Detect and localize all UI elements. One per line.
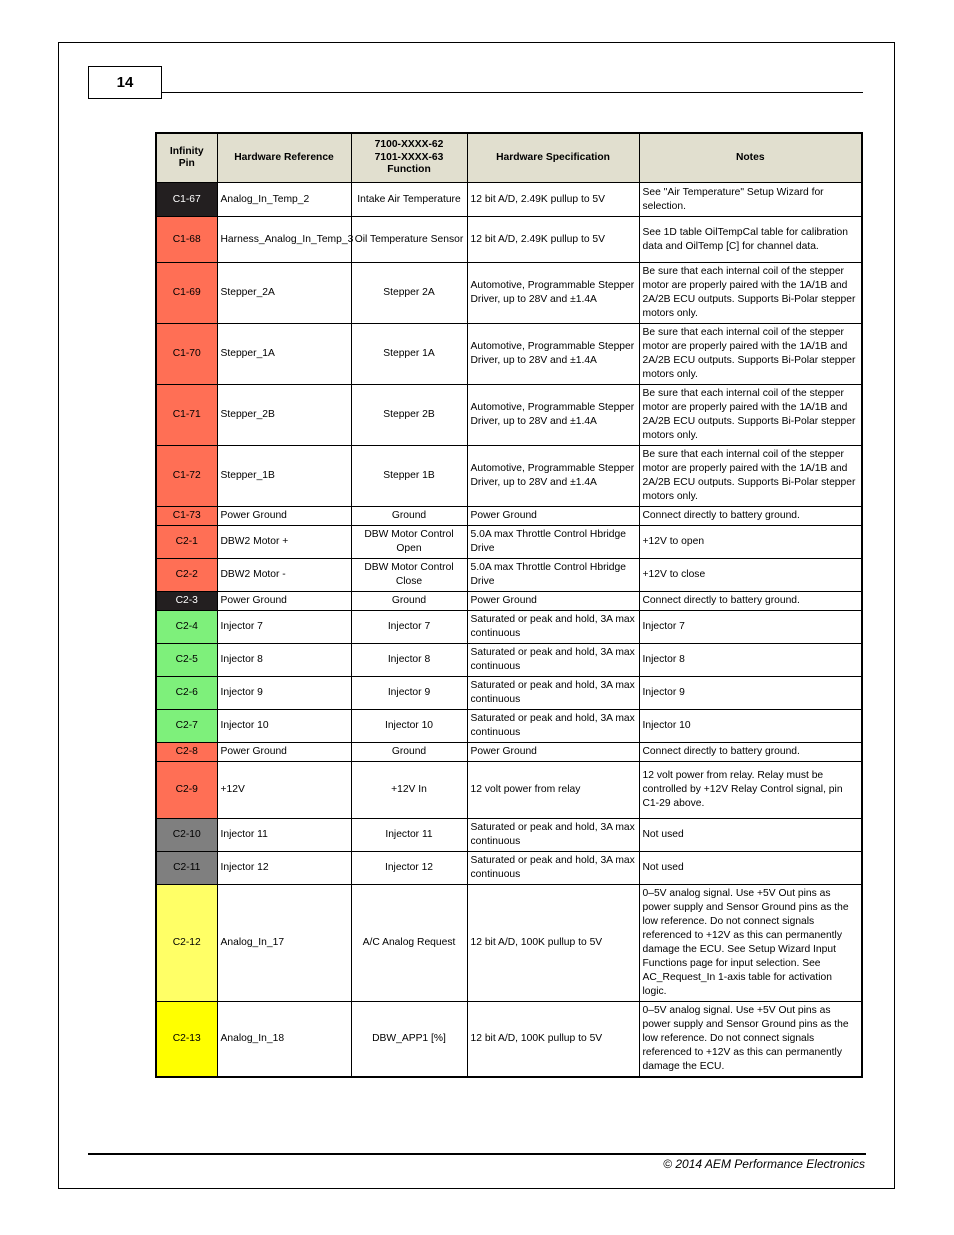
header-function-line2: 7101-XXXX-63	[374, 151, 444, 163]
notes-cell: Connect directly to battery ground.	[639, 507, 862, 526]
header-hardware-reference: Hardware Reference	[217, 133, 351, 183]
hardware-specification-cell: 12 bit A/D, 100K pullup to 5V	[467, 1002, 639, 1077]
header-infinity-pin	[156, 133, 217, 183]
table-row	[156, 762, 862, 819]
hardware-specification-cell: Saturated or peak and hold, 3A max continuous	[467, 819, 639, 852]
notes-cell: Not used	[639, 819, 862, 852]
pin-cell: C2-9	[156, 762, 217, 819]
hardware-reference-cell: Analog_In_17	[217, 885, 351, 1002]
notes-cell: Connect directly to battery ground.	[639, 592, 862, 611]
function-cell: Ground	[351, 743, 467, 762]
footer-rule	[88, 1153, 866, 1155]
hardware-specification-cell: 5.0A max Throttle Control Hbridge Drive	[467, 526, 639, 559]
hardware-reference-cell: Power Ground	[217, 507, 351, 526]
function-cell: DBW_APP1 [%]	[351, 1002, 467, 1077]
function-cell: Stepper 1A	[351, 324, 467, 385]
function-cell: Stepper 2B	[351, 385, 467, 446]
function-cell: DBW Motor Control Open	[351, 526, 467, 559]
pin-cell: C2-12	[156, 885, 217, 1002]
notes-cell: 12 volt power from relay. Relay must be controlled by +12V Relay Control signal, pin C1-29 above.	[639, 762, 862, 819]
hardware-specification-cell: 12 volt power from relay	[467, 762, 639, 819]
table-row	[156, 819, 862, 852]
hardware-reference-cell: Stepper_1A	[217, 324, 351, 385]
table-row	[156, 592, 862, 611]
table-row	[156, 324, 862, 385]
notes-cell: Be sure that each internal coil of the stepper motor are properly paired with the 1A/1B and 2A/2B ECU outputs. Supports Bi-Polar stepper motors only.	[639, 446, 862, 507]
hardware-specification-cell: Automotive, Programmable Stepper Driver, up to 28V and ±1.4A	[467, 324, 639, 385]
function-cell: Injector 8	[351, 644, 467, 677]
function-cell: Intake Air Temperature	[351, 183, 467, 217]
notes-cell: Injector 7	[639, 611, 862, 644]
pin-cell: C1-72	[156, 446, 217, 507]
table-row	[156, 263, 862, 324]
pin-cell: C2-3	[156, 592, 217, 611]
table-row	[156, 526, 862, 559]
pin-cell: C2-2	[156, 559, 217, 592]
function-cell: Injector 9	[351, 677, 467, 710]
notes-cell: Injector 8	[639, 644, 862, 677]
hardware-reference-cell: Stepper_2B	[217, 385, 351, 446]
function-cell: A/C Analog Request	[351, 885, 467, 1002]
pin-cell: C2-5	[156, 644, 217, 677]
hardware-reference-cell: Analog_In_Temp_2	[217, 183, 351, 217]
table-header-row	[156, 133, 862, 183]
function-cell: DBW Motor Control Close	[351, 559, 467, 592]
notes-cell: Injector 9	[639, 677, 862, 710]
pin-cell: C1-70	[156, 324, 217, 385]
pinout-table	[155, 132, 863, 1078]
pin-cell: C2-11	[156, 852, 217, 885]
function-cell: +12V In	[351, 762, 467, 819]
notes-cell: Not used	[639, 852, 862, 885]
hardware-specification-cell: 5.0A max Throttle Control Hbridge Drive	[467, 559, 639, 592]
hardware-reference-cell: Stepper_2A	[217, 263, 351, 324]
hardware-reference-cell: Stepper_1B	[217, 446, 351, 507]
table-row	[156, 743, 862, 762]
hardware-reference-cell: +12V	[217, 762, 351, 819]
hardware-specification-cell: 12 bit A/D, 2.49K pullup to 5V	[467, 183, 639, 217]
hardware-reference-cell: Injector 7	[217, 611, 351, 644]
table-row	[156, 559, 862, 592]
function-cell: Injector 12	[351, 852, 467, 885]
hardware-reference-cell: DBW2 Motor -	[217, 559, 351, 592]
pin-cell: C2-10	[156, 819, 217, 852]
header-function	[351, 133, 467, 183]
notes-cell: +12V to close	[639, 559, 862, 592]
hardware-specification-cell: Power Ground	[467, 743, 639, 762]
header-notes: Notes	[639, 133, 862, 183]
notes-cell: See "Air Temperature" Setup Wizard for selection.	[639, 183, 862, 217]
table-row	[156, 217, 862, 263]
hardware-specification-cell: Saturated or peak and hold, 3A max continuous	[467, 677, 639, 710]
hardware-specification-cell: Saturated or peak and hold, 3A max continuous	[467, 644, 639, 677]
hardware-reference-cell: Injector 11	[217, 819, 351, 852]
pin-cell: C2-1	[156, 526, 217, 559]
pin-cell: C2-13	[156, 1002, 217, 1077]
notes-cell: Connect directly to battery ground.	[639, 743, 862, 762]
notes-cell: +12V to open	[639, 526, 862, 559]
hardware-specification-cell: Saturated or peak and hold, 3A max continuous	[467, 611, 639, 644]
notes-cell: Be sure that each internal coil of the stepper motor are properly paired with the 1A/1B and 2A/2B ECU outputs. Supports Bi-Polar stepper motors only.	[639, 385, 862, 446]
pin-cell: C1-67	[156, 183, 217, 217]
hardware-reference-cell: Injector 8	[217, 644, 351, 677]
pin-cell: C1-71	[156, 385, 217, 446]
pin-cell: C1-73	[156, 507, 217, 526]
hardware-specification-cell: Saturated or peak and hold, 3A max continuous	[467, 852, 639, 885]
pin-cell: C1-69	[156, 263, 217, 324]
pin-cell: C2-4	[156, 611, 217, 644]
function-cell: Stepper 1B	[351, 446, 467, 507]
function-cell: Oil Temperature Sensor	[351, 217, 467, 263]
header-infinity-pin-line2: Pin	[178, 158, 195, 169]
pin-cell: C1-68	[156, 217, 217, 263]
table-row	[156, 446, 862, 507]
pin-cell: C2-8	[156, 743, 217, 762]
table-row	[156, 183, 862, 217]
function-cell: Injector 7	[351, 611, 467, 644]
hardware-specification-cell: Automotive, Programmable Stepper Driver, up to 28V and ±1.4A	[467, 263, 639, 324]
hardware-reference-cell: Injector 12	[217, 852, 351, 885]
header-function-line1: 7100-XXXX-62	[374, 139, 444, 151]
copyright-footer: © 2014 AEM Performance Electronics	[663, 1157, 865, 1171]
header-hardware-specification: Hardware Specification	[467, 133, 639, 183]
function-cell: Stepper 2A	[351, 263, 467, 324]
hardware-specification-cell: Automotive, Programmable Stepper Driver, up to 28V and ±1.4A	[467, 385, 639, 446]
function-cell: Injector 10	[351, 710, 467, 743]
notes-cell: 0–5V analog signal. Use +5V Out pins as power supply and Sensor Ground pins as the low reference. Do not connect signals referenced to +12V as this can permanently damage the ECU. See Setup Wizard Input Functions page for input selection. See AC_Request_In 1-axis table for activation logic.	[639, 885, 862, 1002]
table-row	[156, 385, 862, 446]
pin-cell: C2-7	[156, 710, 217, 743]
table-row	[156, 507, 862, 526]
table-row	[156, 1002, 862, 1077]
notes-cell: Be sure that each internal coil of the stepper motor are properly paired with the 1A/1B and 2A/2B ECU outputs. Supports Bi-Polar stepper motors only.	[639, 324, 862, 385]
hardware-specification-cell: Power Ground	[467, 507, 639, 526]
hardware-reference-cell: Injector 10	[217, 710, 351, 743]
table-row	[156, 885, 862, 1002]
notes-cell: Injector 10	[639, 710, 862, 743]
hardware-specification-cell: Power Ground	[467, 592, 639, 611]
page-number: 14	[88, 66, 162, 99]
hardware-specification-cell: Automotive, Programmable Stepper Driver, up to 28V and ±1.4A	[467, 446, 639, 507]
hardware-reference-cell: Injector 9	[217, 677, 351, 710]
hardware-reference-cell: Analog_In_18	[217, 1002, 351, 1077]
table-row	[156, 644, 862, 677]
notes-cell: See 1D table OilTempCal table for calibration data and OilTemp [C] for channel data.	[639, 217, 862, 263]
table-row	[156, 611, 862, 644]
header-infinity-pin-line1: Infinity	[169, 145, 204, 157]
function-cell: Injector 11	[351, 819, 467, 852]
hardware-reference-cell: Power Ground	[217, 743, 351, 762]
hardware-specification-cell: 12 bit A/D, 2.49K pullup to 5V	[467, 217, 639, 263]
hardware-reference-cell: Harness_Analog_In_Temp_3	[217, 217, 351, 263]
table-row	[156, 852, 862, 885]
hardware-reference-cell: Power Ground	[217, 592, 351, 611]
notes-cell: Be sure that each internal coil of the stepper motor are properly paired with the 1A/1B and 2A/2B ECU outputs. Supports Bi-Polar stepper motors only.	[639, 263, 862, 324]
notes-cell: 0–5V analog signal. Use +5V Out pins as power supply and Sensor Ground pins as the low reference. Do not connect signals referenced to +12V as this can permanently damage the ECU.	[639, 1002, 862, 1077]
function-cell: Ground	[351, 592, 467, 611]
table-row	[156, 710, 862, 743]
header-function-line3: Function	[387, 164, 431, 176]
table-row	[156, 677, 862, 710]
hardware-specification-cell: Saturated or peak and hold, 3A max continuous	[467, 710, 639, 743]
hardware-reference-cell: DBW2 Motor +	[217, 526, 351, 559]
hardware-specification-cell: 12 bit A/D, 100K pullup to 5V	[467, 885, 639, 1002]
function-cell: Ground	[351, 507, 467, 526]
pin-cell: C2-6	[156, 677, 217, 710]
header-rule	[162, 92, 863, 93]
